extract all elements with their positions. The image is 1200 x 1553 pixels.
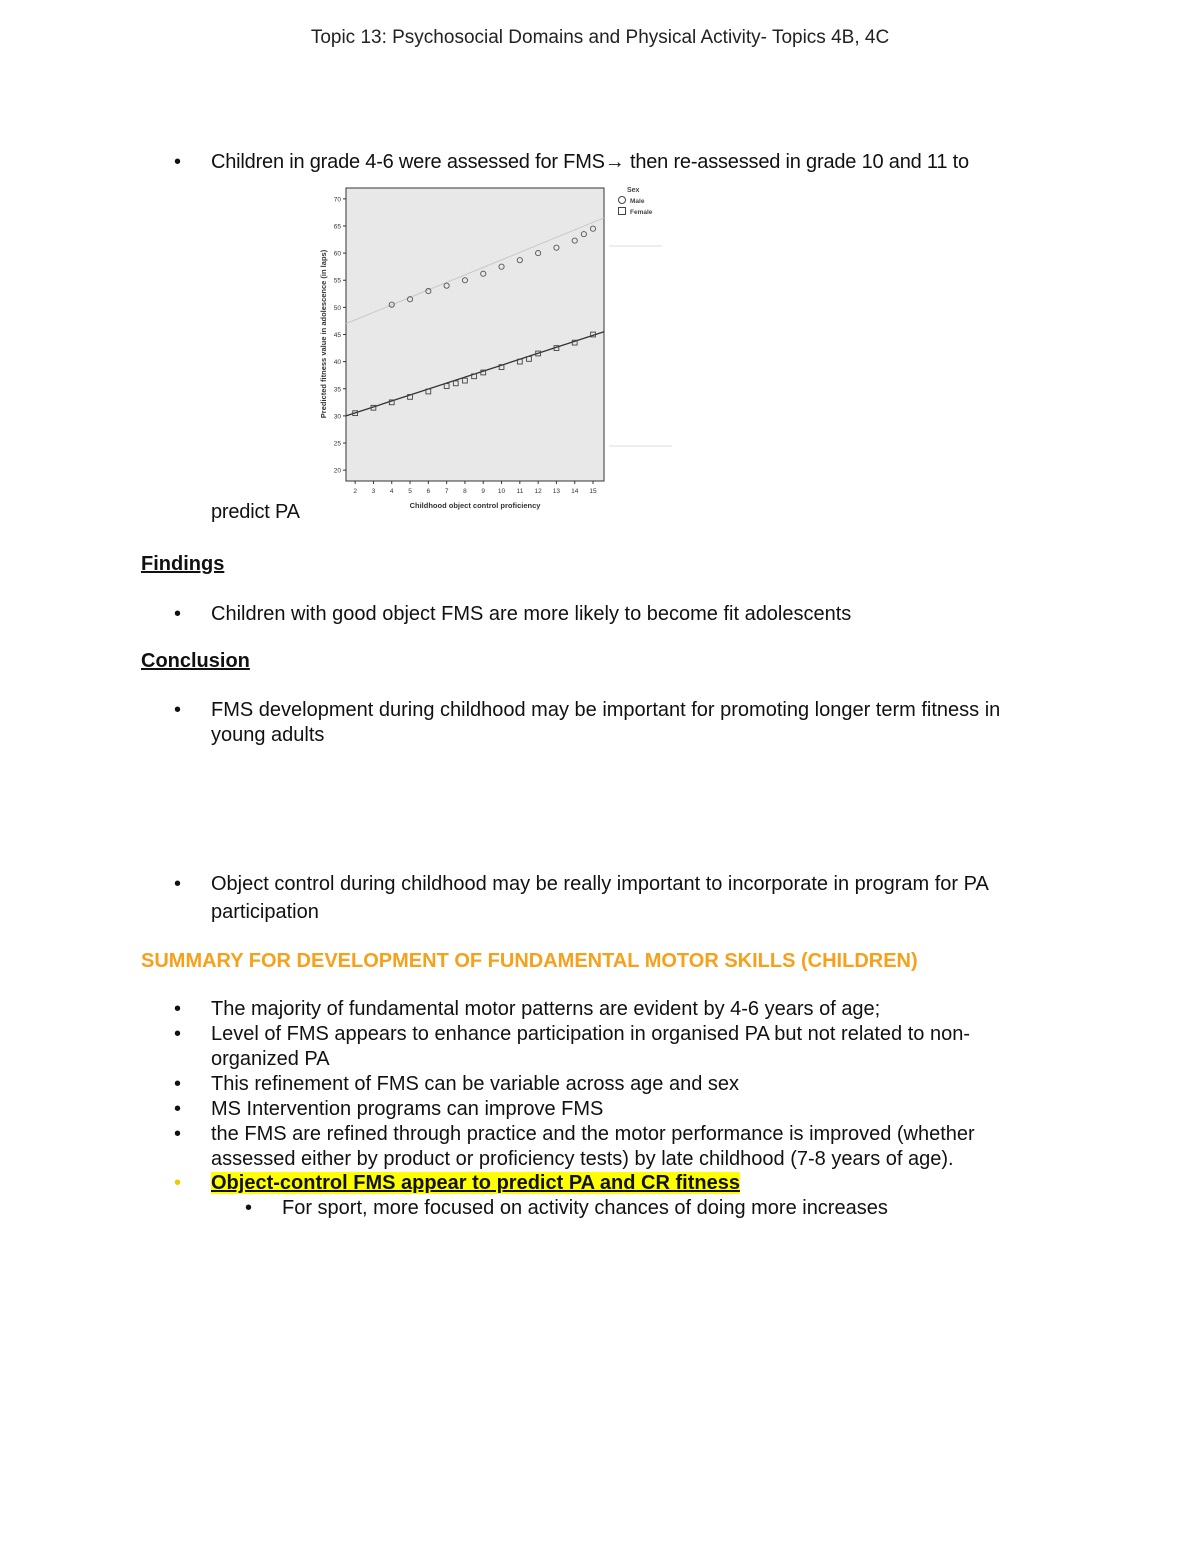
y-tick-label: 40 <box>333 359 341 367</box>
conclusion-heading: Conclusion <box>141 650 250 672</box>
summary-item-text: The majority of fundamental motor patterns are evident by 4-6 years of age; <box>211 998 881 1020</box>
summary-item-text: Level of FMS appears to enhance participation in organised PA but not related to non-organized PA <box>211 1023 971 1070</box>
bullet-icon: • <box>174 998 182 1020</box>
bullet-icon: • <box>174 1023 182 1045</box>
bullet-icon: • <box>245 1197 253 1219</box>
x-tick-label: 9 <box>481 488 486 495</box>
bullet-icon: • <box>174 873 182 895</box>
x-tick-label: 10 <box>497 488 506 495</box>
x-tick-label: 8 <box>463 488 467 495</box>
y-tick-label: 65 <box>333 223 341 231</box>
summary-title: SUMMARY FOR DEVELOPMENT OF FUNDAMENTAL MOTOR SKILLS (CHILDREN) <box>141 950 918 972</box>
conclusion-item-text: Object control during childhood may be really important to incorporate in program for PA participation <box>211 873 988 923</box>
x-tick-label: 12 <box>534 488 542 495</box>
x-tick-label: 3 <box>371 488 376 495</box>
x-tick-label: 7 <box>444 488 449 495</box>
conclusion-item <box>141 698 1051 748</box>
chart-svg <box>316 178 676 518</box>
y-tick-label: 35 <box>333 386 341 394</box>
legend <box>609 187 672 446</box>
findings-item <box>141 602 1061 627</box>
y-tick-label: 30 <box>333 413 341 421</box>
highlighted-text: Object-control FMS appear to predict PA and CR fitness <box>211 1172 740 1194</box>
summary-item <box>141 1022 1041 1072</box>
summary-item-text: the FMS are refined through practice and the motor performance is improved (whether assessed either by product or proficiency tests) by late childhood (7-8 years of age). <box>211 1123 975 1170</box>
summary-item-text: MS Intervention programs can improve FMS <box>211 1098 604 1120</box>
x-tick-label: 2 <box>353 488 357 495</box>
intro-bullet <box>141 150 1061 175</box>
y-tick-label: 70 <box>333 196 341 204</box>
x-tick-label: 6 <box>426 488 431 495</box>
bullet-icon: • <box>174 1172 182 1194</box>
y-tick-label: 60 <box>333 250 341 258</box>
y-tick-label: 50 <box>333 304 341 312</box>
summary-item <box>141 1072 1061 1097</box>
bullet-icon: • <box>174 151 181 173</box>
x-axis-label: Childhood object control proficiency <box>409 501 541 510</box>
legend-circle-icon <box>619 197 626 204</box>
bullet-icon: • <box>174 1123 182 1145</box>
x-tick-label: 15 <box>589 488 597 495</box>
conclusion-item-text: FMS development during childhood may be important for promoting longer term fitness in young adults <box>211 699 1001 746</box>
y-tick-label: 45 <box>333 332 341 339</box>
legend-label-female: Female <box>630 209 653 216</box>
page-header: Topic 13: Psychosocial Domains and Physical Activity- Topics 4B, 4C <box>310 27 890 48</box>
intro-text-line2: predict PA <box>211 501 300 523</box>
scatter-chart <box>316 178 676 518</box>
x-tick-label: 4 <box>389 488 394 495</box>
legend-label-male: Male <box>630 198 645 205</box>
y-axis-label: Predicted fitness value in adolescence (in laps) <box>319 249 328 419</box>
summary-sub-item-text: For sport, more focused on activity chances of doing more increases <box>282 1197 888 1219</box>
x-tick-label: 13 <box>552 488 561 495</box>
bullet-icon: • <box>174 1098 182 1120</box>
summary-item-highlighted <box>141 1171 1061 1196</box>
bullet-icon: • <box>174 603 182 625</box>
y-tick-label: 20 <box>333 467 341 475</box>
y-tick-label: 25 <box>333 440 341 448</box>
findings-item-text: Children with good object FMS are more likely to become fit adolescents <box>211 603 852 625</box>
bullet-icon: • <box>174 1073 182 1095</box>
x-tick-label: 11 <box>516 488 524 495</box>
legend-square-icon <box>619 208 626 215</box>
summary-sub-item <box>212 1196 1042 1221</box>
legend-title: Sex <box>627 187 640 194</box>
conclusion-item <box>141 870 1071 926</box>
x-tick-label: 14 <box>571 488 579 495</box>
plot-area <box>346 188 604 481</box>
summary-item <box>141 1122 1051 1172</box>
intro-text-line1: Children in grade 4-6 were assessed for FMS→ then re-assessed in grade 10 and 11 to <box>211 151 969 173</box>
y-tick-label: 55 <box>333 277 341 285</box>
summary-item-text: This refinement of FMS can be variable across age and sex <box>211 1073 740 1095</box>
summary-item <box>141 1097 1061 1122</box>
findings-heading: Findings <box>141 553 225 575</box>
x-tick-label: 5 <box>408 488 412 495</box>
bullet-icon: • <box>174 699 182 721</box>
summary-item <box>141 997 1061 1022</box>
